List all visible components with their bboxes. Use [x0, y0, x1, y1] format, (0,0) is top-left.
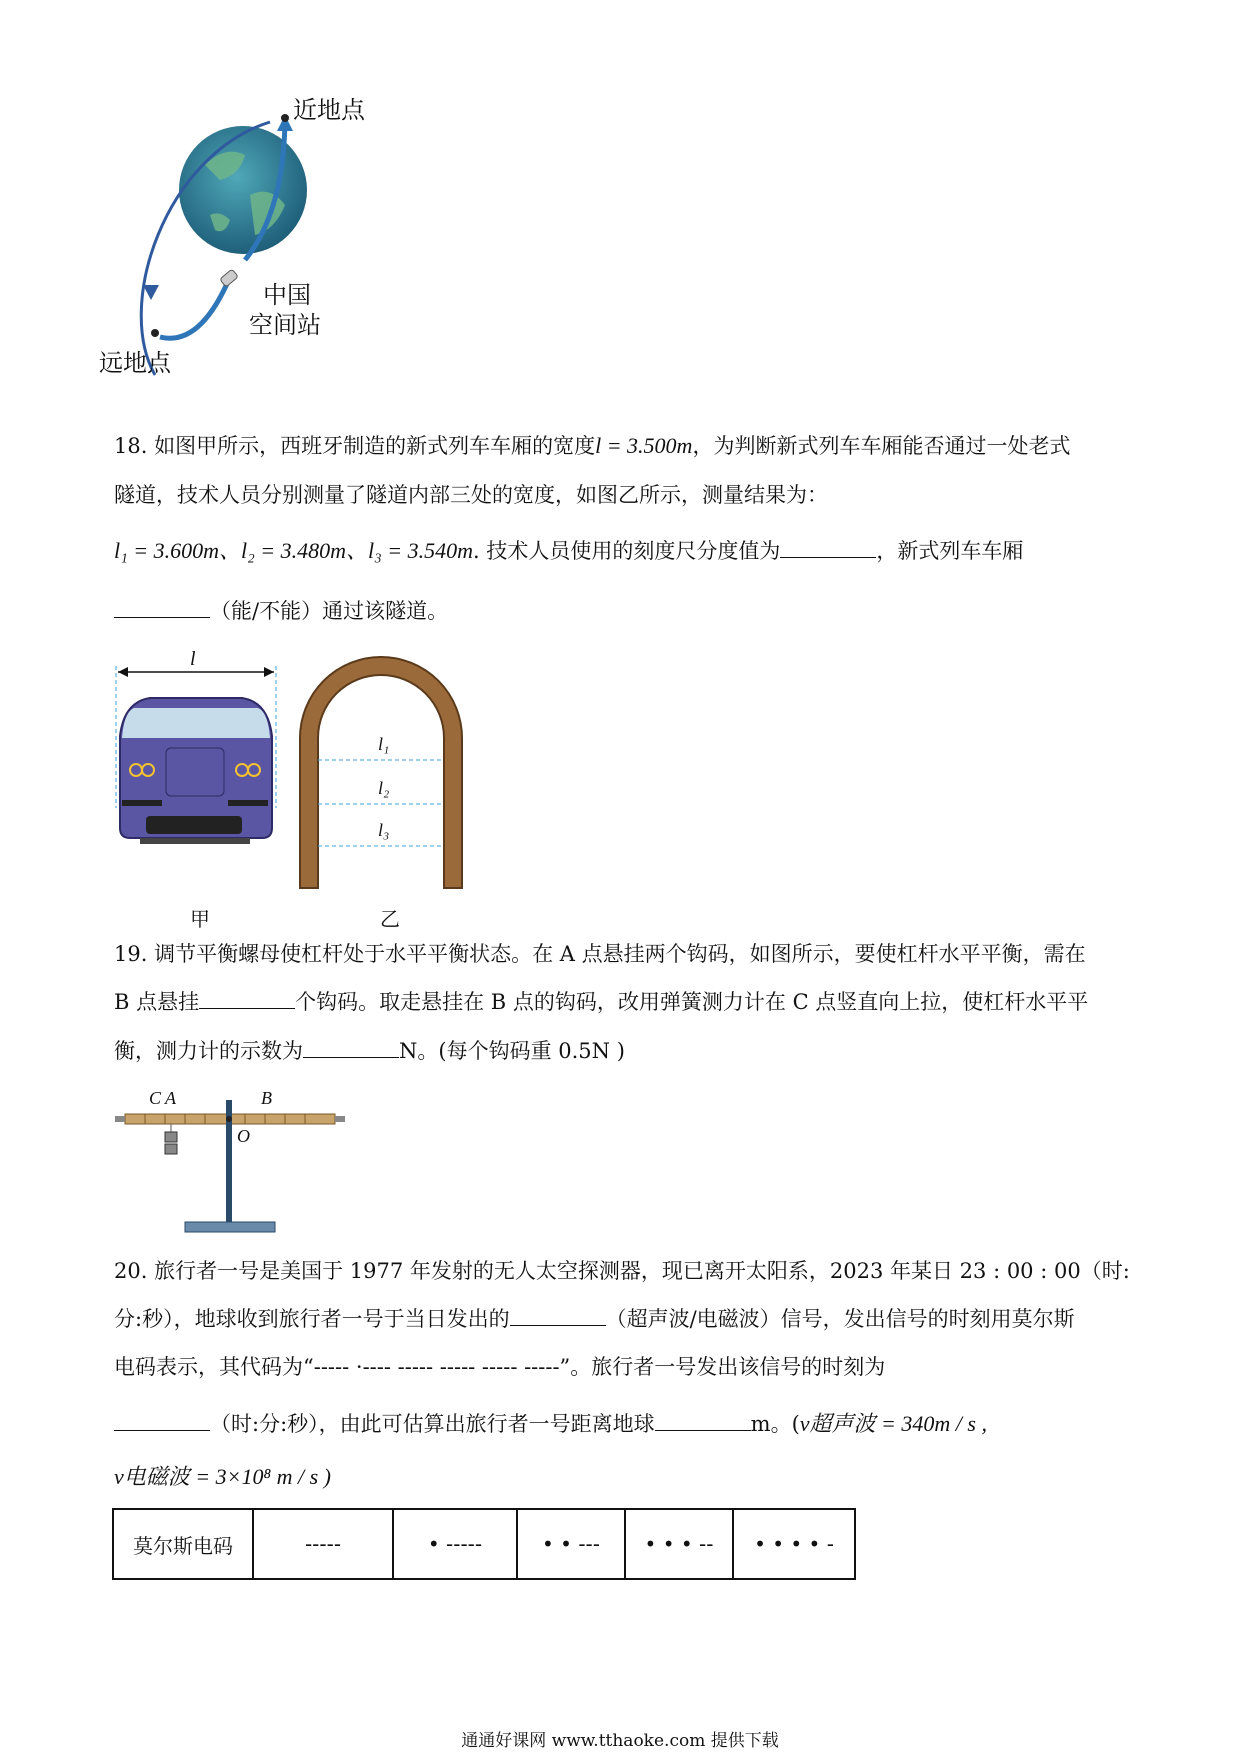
apogee-label: 远地点: [99, 349, 171, 377]
fig-label-jia: 甲: [190, 907, 210, 931]
train-icon: [120, 698, 272, 844]
lever-label-O: O: [237, 1126, 250, 1146]
q20-blank-2[interactable]: [114, 1410, 210, 1431]
morse-cell-2: • • ---: [517, 1509, 625, 1579]
q19-blank-1[interactable]: [199, 988, 295, 1009]
footer-text: 通通好课网 www.tthaoke.com 提供下载: [461, 1731, 779, 1751]
lever-label-B: B: [261, 1088, 272, 1108]
tunnel-icon: [300, 657, 462, 888]
morse-cell-0: -----: [253, 1509, 393, 1579]
q20-line1: 20. 旅行者一号是美国于 1977 年发射的无人太空探测器，现已离开太阳系，2023 年某日 23 : 00 : 00（时:: [114, 1259, 1130, 1283]
q20-line3: 电码表示，其代码为“----- ·---- ----- ----- ----- -----”。旅行者一号发出该信号的时刻为: [114, 1355, 886, 1379]
q18-blank-1[interactable]: [780, 537, 876, 558]
q18-line2: 隧道，技术人员分别测量了隧道内部三处的宽度，如图乙所示，测量结果为：: [114, 483, 828, 507]
q18-blank-2[interactable]: [114, 597, 210, 618]
morse-table: [112, 1508, 856, 1580]
fig-label-yi: 乙: [380, 907, 400, 931]
q20-line4: （时:分:秒），由此可估算出旅行者一号距离地球 m。(v超声波 = 340m / s ,: [114, 1410, 987, 1438]
morse-cell-1: • -----: [393, 1509, 517, 1579]
hook-weights-icon: [165, 1124, 177, 1154]
v-electromagnetic: v电磁波 = 3×10⁸ m / s ): [114, 1464, 331, 1489]
q18-line1: 18. 如图甲所示，西班牙制造的新式列车车厢的宽度l = 3.500m，为判断新式列车车厢能否通过一处老式: [114, 433, 1071, 458]
q18-l-equation: l = 3.500m: [595, 433, 693, 458]
lever-label-A: A: [165, 1088, 176, 1108]
lever-label-C: C: [149, 1088, 162, 1108]
station-label-line2: 空间站: [249, 311, 321, 339]
lever-figure: [115, 1088, 355, 1238]
train-tunnel-figure: [110, 648, 490, 931]
q19-blank-2[interactable]: [303, 1037, 399, 1058]
station-label-line1: 中国: [263, 281, 311, 309]
fig-label-l2: l₂: [378, 778, 390, 798]
q20-blank-3[interactable]: [655, 1410, 751, 1431]
lever-diagram: [115, 1088, 355, 1238]
q18-measurements: l₁ = 3.600m、l₂ = 3.480m、l₃ = 3.540m: [114, 538, 473, 563]
earth-icon: [179, 126, 307, 254]
morse-cell-3: • • • --: [625, 1509, 733, 1579]
fig-label-l: l: [190, 648, 196, 670]
q18-line3: l₁ = 3.600m、l₂ = 3.480m、l₃ = 3.540m. 技术人员使用的刻度尺分度值为 ，新式列车车厢: [114, 538, 1024, 563]
table-row: [113, 1509, 855, 1579]
q19-line2: B 点悬挂 个钩码。取走悬挂在 B 点的钩码，改用弹簧测力计在 C 点竖直向上拉，使杠杆水平平: [114, 990, 1089, 1014]
morse-header-cell: 莫尔斯电码: [113, 1509, 253, 1579]
q18-number: 18.: [114, 434, 148, 458]
q18-line4: （能/不能）通过该隧道。: [114, 597, 448, 625]
fig-label-l3: l₃: [378, 820, 390, 840]
earth-orbit-diagram: [95, 85, 415, 385]
orbit-figure: [95, 85, 415, 385]
v-ultrasound: v超声波 = 340m / s ,: [799, 1411, 987, 1436]
q19-line3: 衡，测力计的示数为 N。(每个钩码重 0.5N ): [114, 1039, 625, 1063]
q19-line1: 19. 调节平衡螺母使杠杆处于水平平衡状态。在 A 点悬挂两个钩码，如图所示，要使杠杆水平平衡，需在: [114, 942, 1086, 966]
train-tunnel-diagram: [110, 648, 490, 928]
perigee-label: 近地点: [293, 96, 365, 124]
q20-blank-1[interactable]: [510, 1305, 606, 1326]
q20-line2: 分:秒），地球收到旅行者一号于当日发出的 （超声波/电磁波）信号，发出信号的时刻用莫尔斯: [114, 1307, 1075, 1331]
space-station-icon: [220, 269, 239, 287]
morse-cell-4: • • • • -: [733, 1509, 855, 1579]
fig-label-l1: l₁: [378, 734, 390, 754]
